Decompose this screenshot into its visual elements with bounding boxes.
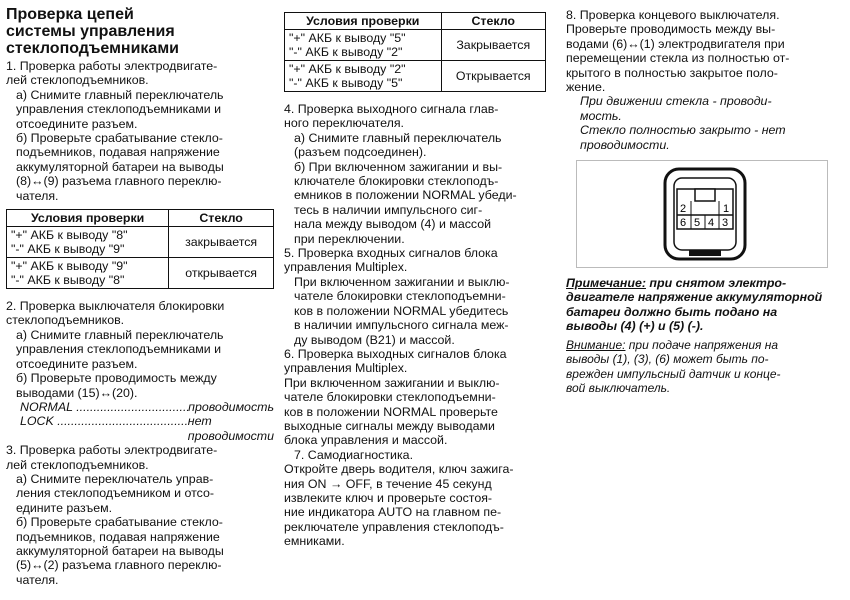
section-7: [284, 448, 546, 549]
result-cell: закрывается: [169, 227, 274, 258]
table-row: [7, 227, 274, 258]
page-title: Проверка цепей системы управления стеклоподъемниками: [6, 6, 179, 57]
section-8: [566, 8, 836, 152]
connector-svg: [577, 161, 827, 267]
table-header: [285, 13, 546, 30]
section-3: [6, 443, 274, 587]
section-1-step-a: а) Снимите главный переключатель управления стеклоподъемниками и отсоедините разъем.: [16, 87, 224, 131]
section-6-body: При включенном зажигании и выклю- чателе блокировки стеклоподъемни- ков в положении NORMAL проверьте выходные сигналы между выводами блока управления и массой.: [284, 375, 500, 448]
result-cell: открывается: [169, 258, 274, 289]
pin-label-3: 3: [722, 217, 729, 230]
check-row-lock: LOCK ..... нет проводимости: [6, 414, 274, 443]
section-6-heading: 6. Проверка выходных сигналов блока управления Multiplex.: [284, 346, 507, 376]
section-3-heading: 3. Проверка работы электродвигате- лей стеклоподъемников.: [6, 443, 218, 472]
pin-label-1: 1: [723, 203, 730, 216]
note-label: Примечание:: [566, 276, 646, 291]
section-1-step-b: б) Проверьте срабатывание стекло- подъемников, подавая напряжение аккумуляторной батареи на выводы (8)↔(9) разъема главного переклю- чателя.: [16, 131, 224, 203]
section-2: [6, 299, 274, 443]
condition-cell: "+" АКБ к выводу "5" "-" АКБ к выводу "2": [285, 30, 442, 61]
section-3-step-b: б) Проверьте срабатывание стекло- подъемников, подавая напряжение аккумуляторной батареи на выводы (5)↔(2) разъема главного переклю- чателя.: [16, 515, 224, 587]
section-5-heading: 5. Проверка входных сигналов блока управления Multiplex.: [284, 246, 498, 275]
section-2-step-a: а) Снимите главный переключатель управления стеклоподъемниками и отсоедините разъем.: [16, 327, 224, 371]
pin-label-4: 4: [708, 217, 715, 230]
section-2-heading: 2. Проверка выключателя блокировки стеклоподъемников.: [6, 299, 225, 328]
table-row: [285, 61, 546, 92]
section-8-heading: 8. Проверка концевого выключателя.: [566, 8, 780, 22]
connector-latch: [689, 250, 721, 256]
section-6: [284, 347, 546, 448]
header-conditions: Условия проверки: [285, 13, 442, 30]
column-middle: [284, 0, 546, 549]
section-8-results: При движении стекла - проводи- мость. Стекло полностью закрыто - нет проводимости.: [580, 94, 786, 152]
section-1: [6, 59, 274, 203]
check-row-normal: NORMAL ..... проводимость: [6, 400, 274, 414]
header-conditions: Условия проверки: [7, 210, 169, 227]
section-7-heading: 7. Самодиагностика.: [294, 447, 414, 462]
result-cell: Открывается: [441, 61, 546, 92]
condition-cell: "+" АКБ к выводу "2" "-" АКБ к выводу "5": [285, 61, 442, 92]
connector-key: [695, 189, 715, 201]
section-4-step-b: б) При включенном зажигании и вы- ключателе блокировки стеклоподъ- емников в положении NORMAL убеди- тесь в наличии импульсного сиг- нала между выводом (4) и массой при переключении.: [294, 159, 517, 246]
header-window: Стекло: [169, 210, 274, 227]
table-row: [7, 258, 274, 289]
column-left: [6, 0, 274, 587]
condition-cell: "+" АКБ к выводу "9" "-" АКБ к выводу "8": [7, 258, 169, 289]
pin-label-2: 2: [680, 203, 687, 216]
section-7-body: Откройте дверь водителя, ключ зажига- ния ON → OFF, в течение 45 секунд извлеките ключ и проверьте состоя- ние индикатора AUTO на главном пе- реключателе управления стеклоподъ- емниками.: [284, 462, 514, 549]
column-right: [566, 0, 836, 395]
section-4-step-a: а) Снимите главный переключатель (разъем подсоединен).: [294, 130, 502, 160]
warning-block: Внимание: при подаче напряжения на выводы (1), (3), (6) может быть по- врежден импульсный датчик и конце- вой выключатель.: [566, 337, 781, 395]
section-3-step-a: а) Снимите переключатель управ- ления стеклоподъемником и отсо- едините разъем.: [16, 471, 214, 515]
section-2-step-b: б) Проверьте проводимость между выводами (15)↔(20).: [16, 371, 217, 400]
section-5-body: При включенном зажигании и выклю- чателе блокировки стеклоподъемни- ков в положении NORMAL убедитесь в наличии импульсного сигнала меж- ду выводом (В21) и массой.: [294, 274, 510, 347]
section-8-body: Проверьте проводимость между вы- водами (6)↔(1) электродвигателя при перемещении стекла из полностью от- крытого в полностью закрытое поло- жение.: [566, 22, 790, 95]
table-row: [285, 30, 546, 61]
condition-cell: "+" АКБ к выводу "8" "-" АКБ к выводу "9": [7, 227, 169, 258]
section-5: [284, 246, 546, 347]
test-table-1: [6, 209, 274, 289]
section-4-heading: 4. Проверка выходного сигнала глав- ного переключателя.: [284, 102, 499, 131]
test-table-2: [284, 12, 546, 92]
note-block: Примечание: при снятом электро- двигателе напряжение аккумуляторной батареи должно быть подано на выводы (4) (+) и (5) (-).: [566, 276, 823, 334]
section-1-heading: 1. Проверка работы электродвигате- лей стеклоподъемников.: [6, 59, 218, 88]
header-window: Стекло: [441, 13, 546, 30]
result-cell: Закрывается: [441, 30, 546, 61]
connector-diagram: [576, 160, 828, 268]
table-header: [7, 210, 274, 227]
warning-label: Внимание:: [566, 337, 626, 352]
pin-label-5: 5: [694, 217, 701, 230]
pin-label-6: 6: [680, 217, 687, 230]
section-4: [284, 102, 546, 246]
